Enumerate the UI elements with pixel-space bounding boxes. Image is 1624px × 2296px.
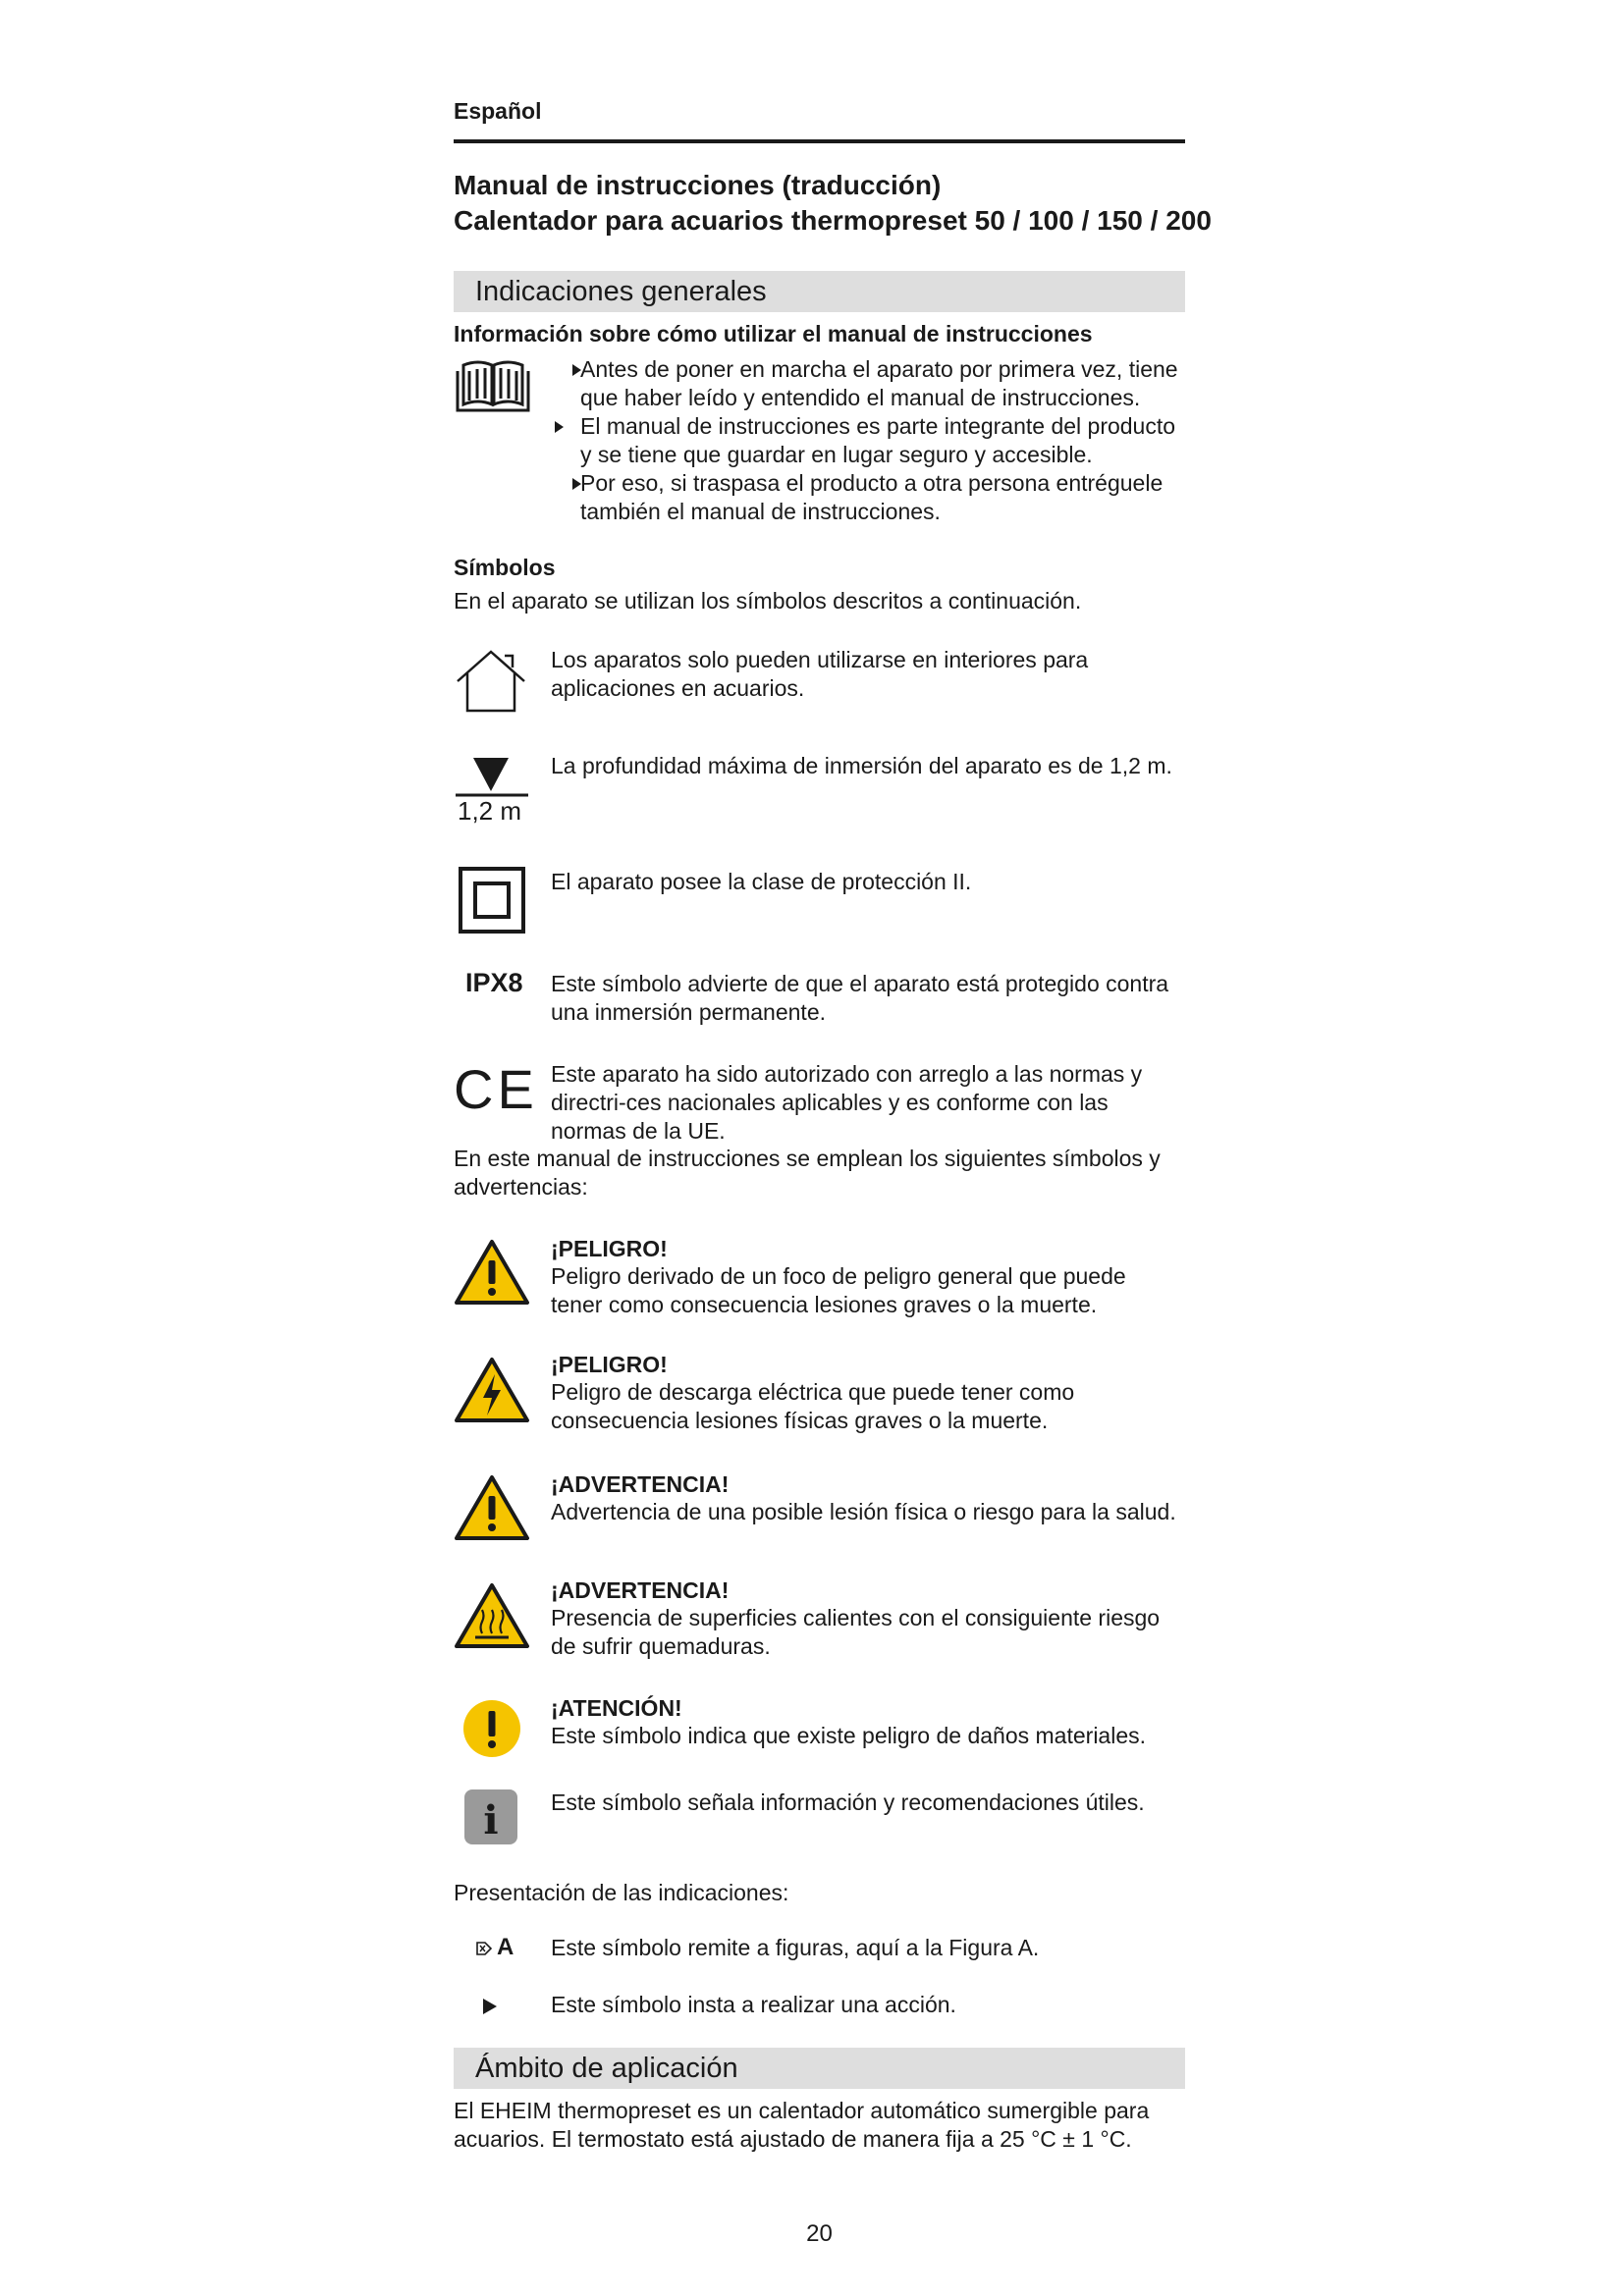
symbol-text-ce: Este aparato ha sido autorizado con arreglo a las normas y directri-ces nacionales aplicables y es conforme con las normas de la UE.	[551, 1061, 1143, 1144]
warning-label-4: ¡ADVERTENCIA!	[551, 1577, 730, 1603]
document-subtitle: Calentador para acuarios thermopreset 50 / 100 / 150 / 200	[454, 205, 1212, 236]
ce-mark-icon: CE	[454, 1058, 538, 1120]
info-icon	[463, 1789, 518, 1845]
warning-label-5: ¡ATENCIÓN!	[551, 1695, 682, 1721]
info-bullet-1: Antes de poner en marcha el aparato por primera vez, tiene que haber leído y entendido el manual de instrucciones.	[551, 355, 1179, 412]
bullet-arrow-icon	[572, 478, 581, 490]
immersion-depth-label: 1,2 m	[458, 796, 522, 826]
warning-text-5: Este símbolo indica que existe peligro de daños materiales.	[551, 1723, 1147, 1748]
info-heading: Información sobre cómo utilizar el manual de instrucciones	[454, 321, 1093, 347]
warning-label-1: ¡PELIGRO!	[551, 1236, 668, 1261]
open-book-icon	[454, 357, 532, 414]
figure-reference-icon	[475, 1940, 493, 1957]
header-rule	[454, 139, 1185, 143]
symbol-text-depth: La profundidad máxima de inmersión del aparato es de 1,2 m.	[551, 753, 1172, 778]
warning-text-3: Advertencia de una posible lesión física o riesgo para la salud.	[551, 1499, 1176, 1524]
presentation-text-action: Este símbolo insta a realizar una acción.	[551, 1992, 956, 2017]
house-icon	[454, 648, 532, 713]
page-number: 20	[806, 2220, 833, 2247]
ipx8-icon: IPX8	[465, 968, 523, 997]
symbols-heading: Símbolos	[454, 555, 556, 580]
warning-label-2: ¡PELIGRO!	[551, 1352, 668, 1377]
general-danger-icon	[454, 1239, 530, 1306]
svg-text:i: i	[483, 1797, 499, 1843]
bullet-arrow-icon	[555, 421, 564, 433]
manual-symbols-intro: En este manual de instrucciones se emplean los siguientes símbolos y advertencias:	[454, 1146, 1161, 1200]
symbol-text-indoor: Los aparatos solo pueden utilizarse en interiores para aplicaciones en acuarios.	[551, 647, 1089, 701]
warning-text-1: Peligro derivado de un foco de peligro general que puede tener como consecuencia lesiones graves o la muerte.	[551, 1263, 1126, 1317]
info-bullet-3: Por eso, si traspasa el producto a otra persona entréguele también el manual de instrucciones.	[551, 469, 1179, 526]
info-bullet-2: El manual de instrucciones es parte integrante del producto y se tiene que guardar en lugar seguro y accesible.	[551, 412, 1179, 469]
figure-reference-label: A	[497, 1934, 514, 1960]
presentation-heading: Presentación de las indicaciones:	[454, 1880, 789, 1905]
scope-text: El EHEIM thermopreset es un calentador automático sumergible para acuarios. El termostato está ajustado de manera fija a 25 °C ± 1 °C.	[454, 2098, 1150, 2152]
warning-label-3: ¡ADVERTENCIA!	[551, 1471, 730, 1497]
protection-class-ii-icon	[458, 866, 526, 934]
warning-text-2: Peligro de descarga eléctrica que puede tener como consecuencia lesiones físicas graves o la muerte.	[551, 1379, 1075, 1433]
presentation-text-figure: Este símbolo remite a figuras, aquí a la Figura A.	[551, 1935, 1040, 1960]
symbol-text-protection: El aparato posee la clase de protección II.	[551, 869, 972, 894]
symbol-text-ipx8: Este símbolo advierte de que el aparato está protegido contra una inmersión permanente.	[551, 971, 1169, 1025]
document-title: Manual de instrucciones (traducción)	[454, 170, 942, 200]
section-heading-general: Indicaciones generales	[454, 271, 1185, 312]
electric-shock-icon	[454, 1357, 530, 1423]
language-label: Español	[454, 98, 542, 124]
section-heading-scope: Ámbito de aplicación	[454, 2048, 1185, 2089]
bullet-arrow-icon	[572, 364, 581, 376]
warning-text-4: Presencia de superficies calientes con el consiguiente riesgo de sufrir quemaduras.	[551, 1605, 1161, 1659]
attention-icon	[461, 1698, 522, 1759]
hot-surface-icon	[454, 1582, 530, 1649]
warning-icon	[454, 1474, 530, 1541]
info-text: Este símbolo señala información y recomendaciones útiles.	[551, 1789, 1145, 1815]
manual-page	[454, 0, 1212, 2296]
symbols-intro: En el aparato se utilizan los símbolos descritos a continuación.	[454, 588, 1082, 614]
action-arrow-icon	[483, 1999, 497, 2014]
